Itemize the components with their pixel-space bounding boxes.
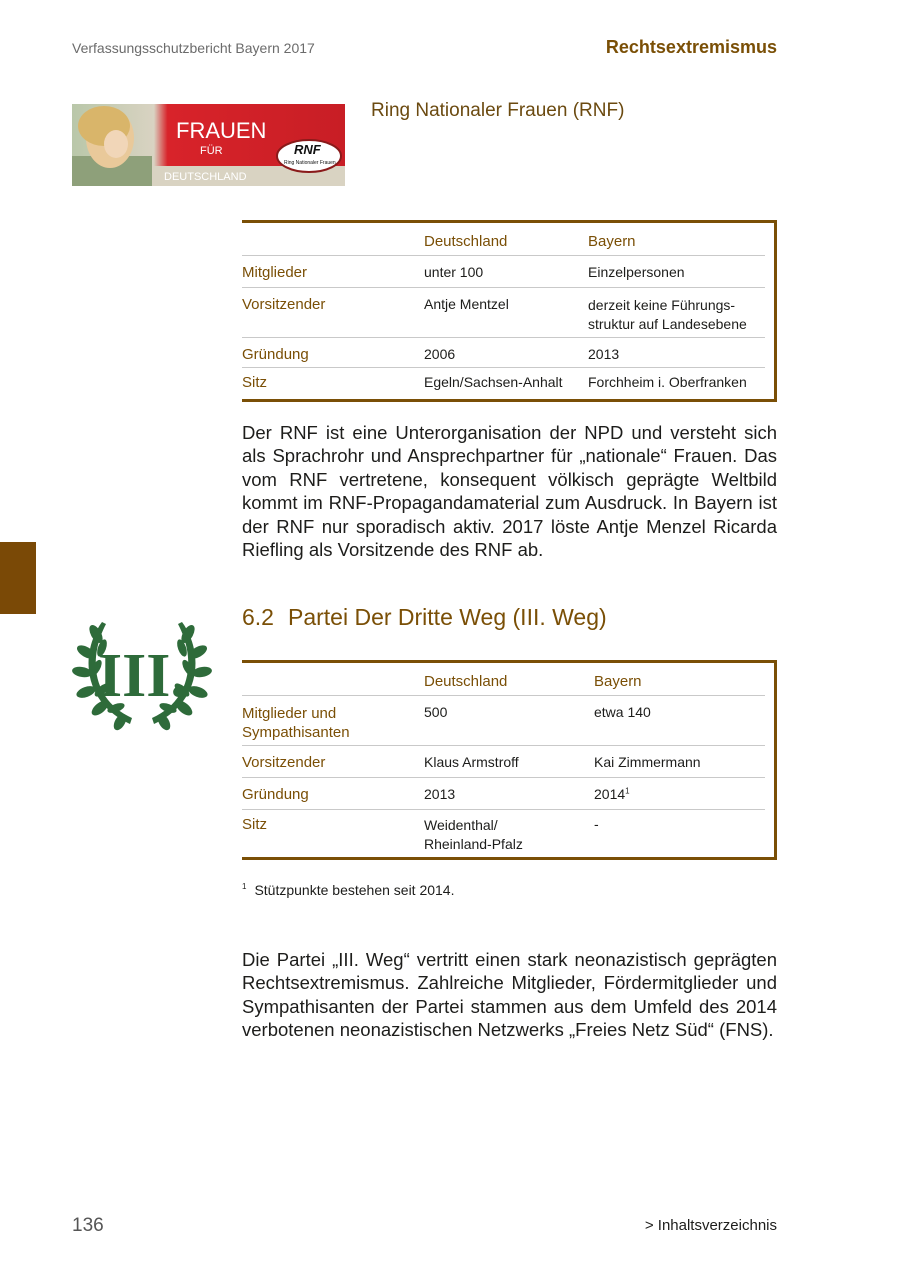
rnf-logo-text-sub: FÜR [200, 145, 223, 157]
cell-deutschland: Egeln/Sachsen-Anhalt [424, 367, 588, 399]
table-row [242, 287, 765, 337]
dritter-weg-table [242, 660, 777, 860]
weg-col-deutschland: Deutschland [424, 673, 508, 690]
rnf-paragraph: Der RNF ist eine Unterorganisation der NPD und versteht sich als Sprachrohr und Ansprechpartner für „nationale“ Frauen. Das vom RNF vertretene, konsequent völkisch geprägte Weltbild kommt im RNF-Propagandamaterial zum Ausdruck. In Bayern ist der RNF nur sporadisch aktiv. 2017 löste Antje Menzel Ricarda Riefling als Vorsitzende des RNF ab. [242, 422, 777, 561]
section-number: 6.2 [242, 604, 274, 630]
rnf-logo-image [72, 104, 345, 186]
toc-link[interactable]: > Inhaltsverzeichnis [644, 1217, 777, 1234]
rnf-logo-text-bottom: DEUTSCHLAND [164, 171, 247, 183]
cell-deutschland: 2013 [424, 777, 594, 809]
dritter-weg-logo-text: III. [98, 642, 186, 710]
rnf-logo-text-main: FRAUEN [176, 118, 267, 143]
cell-deutschland: Klaus Armstroff [424, 745, 594, 777]
footnote-text: Stützpunkte bestehen seit 2014. [254, 882, 455, 898]
cell-bayern-value: 2014 [594, 785, 626, 802]
cell-bayern: etwa 140 [594, 695, 765, 745]
row-label: Sitz [242, 809, 424, 857]
table-row [242, 745, 765, 777]
footnote [242, 882, 455, 898]
dritter-weg-logo [72, 612, 212, 734]
weg-col-bayern: Bayern [594, 673, 642, 690]
page-number: 136 [72, 1215, 104, 1236]
cell-bayern: 2013 [588, 337, 765, 367]
rnf-title: Ring Nationaler Frauen (RNF) [371, 100, 625, 121]
table-row [242, 695, 765, 745]
cell-bayern [594, 777, 765, 809]
chapter-title: Rechtsextremismus [605, 37, 777, 57]
row-label: Gründung [242, 337, 424, 367]
row-label: Sitz [242, 367, 424, 399]
section-heading [242, 604, 607, 631]
row-label: Mitglieder [242, 255, 424, 287]
cell-deutschland: unter 100 [424, 255, 588, 287]
table-row [242, 337, 765, 367]
rnf-logo-badge-sub: Ring Nationaler Frauen [284, 160, 336, 166]
row-label: Vorsitzender [242, 745, 424, 777]
section-title: Partei Der Dritte Weg (III. Weg) [287, 604, 607, 630]
rnf-col-deutschland: Deutschland [424, 233, 508, 250]
cell-bayern: Forchheim i. Oberfranken [588, 367, 765, 399]
cell-deutschland: 2006 [424, 337, 588, 367]
rnf-col-bayern: Bayern [588, 233, 636, 250]
table-row [242, 777, 765, 809]
cell-bayern: Einzelpersonen [588, 255, 765, 287]
cell-bayern: - [594, 809, 765, 857]
cell-deutschland: Weidenthal/ Rheinland-Pfalz [424, 809, 594, 857]
table-row [242, 367, 765, 399]
footnote-ref: 1 [625, 785, 630, 795]
footnote-mark: 1 [242, 882, 247, 891]
row-label: Gründung [242, 777, 424, 809]
cell-bayern: derzeit keine Führungs- struktur auf Landesebene [588, 287, 765, 337]
cell-bayern: Kai Zimmermann [594, 745, 765, 777]
table-row [242, 255, 765, 287]
rnf-table [242, 220, 777, 402]
row-label: Vorsitzender [242, 287, 424, 337]
cell-deutschland: 500 [424, 695, 594, 745]
row-label: Mitglieder und Sympathisanten [242, 695, 424, 745]
table-row [242, 809, 765, 857]
running-header-title: Verfassungsschutzbericht Bayern 2017 [72, 40, 315, 56]
rnf-logo-badge: RNF [294, 142, 321, 157]
cell-deutschland: Antje Mentzel [424, 287, 588, 337]
chapter-side-tab [0, 542, 36, 614]
dritter-weg-paragraph: Die Partei „III. Weg“ vertritt einen stark neonazistisch geprägten Rechtsextremismus. Zahlreiche Mitglieder, Fördermitglieder und Sympathisanten der Partei stammen aus dem Umfeld des 2014 verbotenen neonazistischen Netzwerks „Freies Netz Süd“ (FNS). [242, 949, 777, 1041]
